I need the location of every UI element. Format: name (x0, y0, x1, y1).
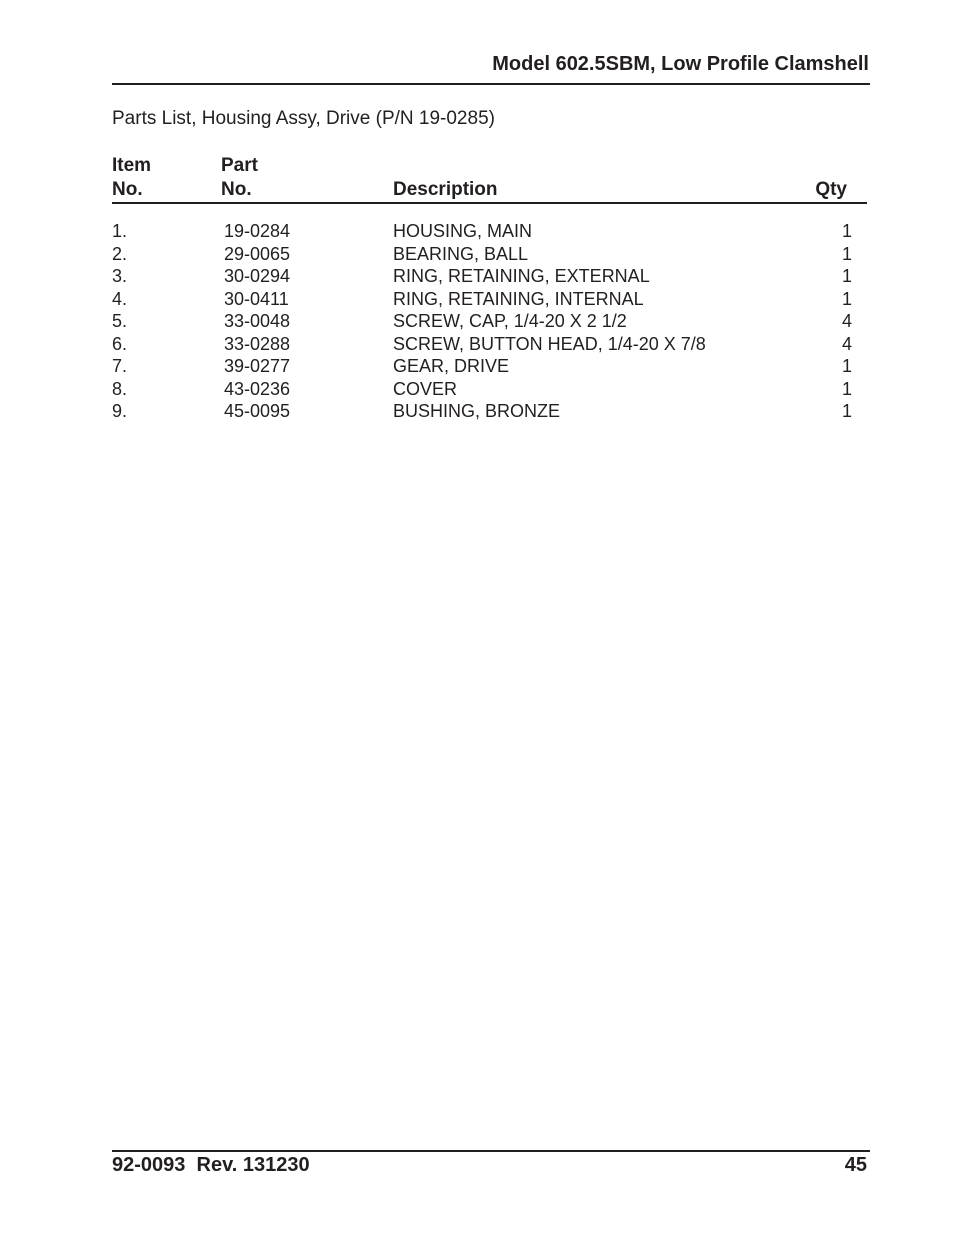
column-header-item (112, 154, 151, 202)
column-header-part-line1: Part (221, 155, 258, 176)
footer-divider (112, 1150, 870, 1152)
footer-page-number: 45 (844, 1154, 867, 1176)
row-quantity: 1 (841, 221, 852, 241)
row-item-number: 7. (112, 356, 128, 376)
column-header-description: Description (393, 179, 498, 200)
row-part-number: 33-0048 (224, 311, 291, 331)
row-item-number: 9. (112, 401, 128, 421)
table-row (0, 333, 954, 356)
row-part-number: 30-0411 (224, 288, 289, 309)
table-row (0, 378, 954, 401)
row-description: BEARING, BALL (393, 243, 529, 264)
column-header-part-line2: No. (221, 179, 252, 200)
row-item-number: 4. (112, 288, 128, 309)
page-header-title: Model 602.5SBM, Low Profile Clamshell (492, 53, 869, 75)
row-description: SCREW, BUTTON HEAD, 1/4-20 X 7/8 (393, 333, 706, 354)
row-part-number: 29-0065 (224, 243, 291, 264)
row-part-number: 43-0236 (224, 378, 291, 399)
table-row (0, 288, 954, 311)
row-part-number: 30-0294 (224, 266, 291, 286)
table-header-divider (112, 202, 867, 204)
row-item-number: 8. (112, 378, 128, 399)
row-quantity: 1 (841, 356, 852, 376)
table-row (0, 310, 954, 333)
column-header-item-line1: Item (112, 155, 152, 176)
row-part-number: 33-0288 (224, 333, 291, 354)
row-quantity: 1 (841, 401, 852, 421)
row-part-number: 19-0284 (224, 221, 291, 241)
row-description: BUSHING, BRONZE (393, 401, 561, 421)
table-row (0, 243, 954, 266)
row-description: COVER (393, 378, 458, 399)
table-row (0, 220, 954, 243)
row-quantity: 1 (841, 378, 852, 399)
column-header-qty: Qty (815, 179, 847, 200)
row-item-number: 3. (112, 266, 128, 286)
row-item-number: 5. (112, 311, 128, 331)
row-quantity: 4 (841, 311, 852, 331)
row-part-number: 45-0095 (224, 401, 291, 421)
row-quantity: 1 (841, 243, 852, 264)
row-item-number: 2. (112, 243, 128, 264)
header-divider (112, 83, 870, 85)
row-description: RING, RETAINING, INTERNAL (393, 288, 644, 309)
row-item-number: 6. (112, 333, 128, 354)
column-header-part (221, 154, 258, 202)
table-row (0, 355, 954, 378)
row-item-number: 1. (112, 221, 128, 241)
footer-document-number: 92-0093 Rev. 131230 (112, 1154, 310, 1176)
column-header-item-line2: No. (112, 179, 143, 200)
row-part-number: 39-0277 (224, 356, 291, 376)
section-title: Parts List, Housing Assy, Drive (P/N 19-0285) (112, 108, 495, 129)
row-description: HOUSING, MAIN (393, 221, 533, 241)
row-quantity: 4 (841, 333, 852, 354)
row-description: RING, RETAINING, EXTERNAL (393, 266, 650, 286)
row-quantity: 1 (841, 288, 852, 309)
table-row (0, 400, 954, 423)
row-description: GEAR, DRIVE (393, 356, 510, 376)
table-row (0, 265, 954, 288)
row-description: SCREW, CAP, 1/4-20 X 2 1/2 (393, 311, 627, 331)
parts-table-body (0, 220, 954, 423)
row-quantity: 1 (841, 266, 852, 286)
